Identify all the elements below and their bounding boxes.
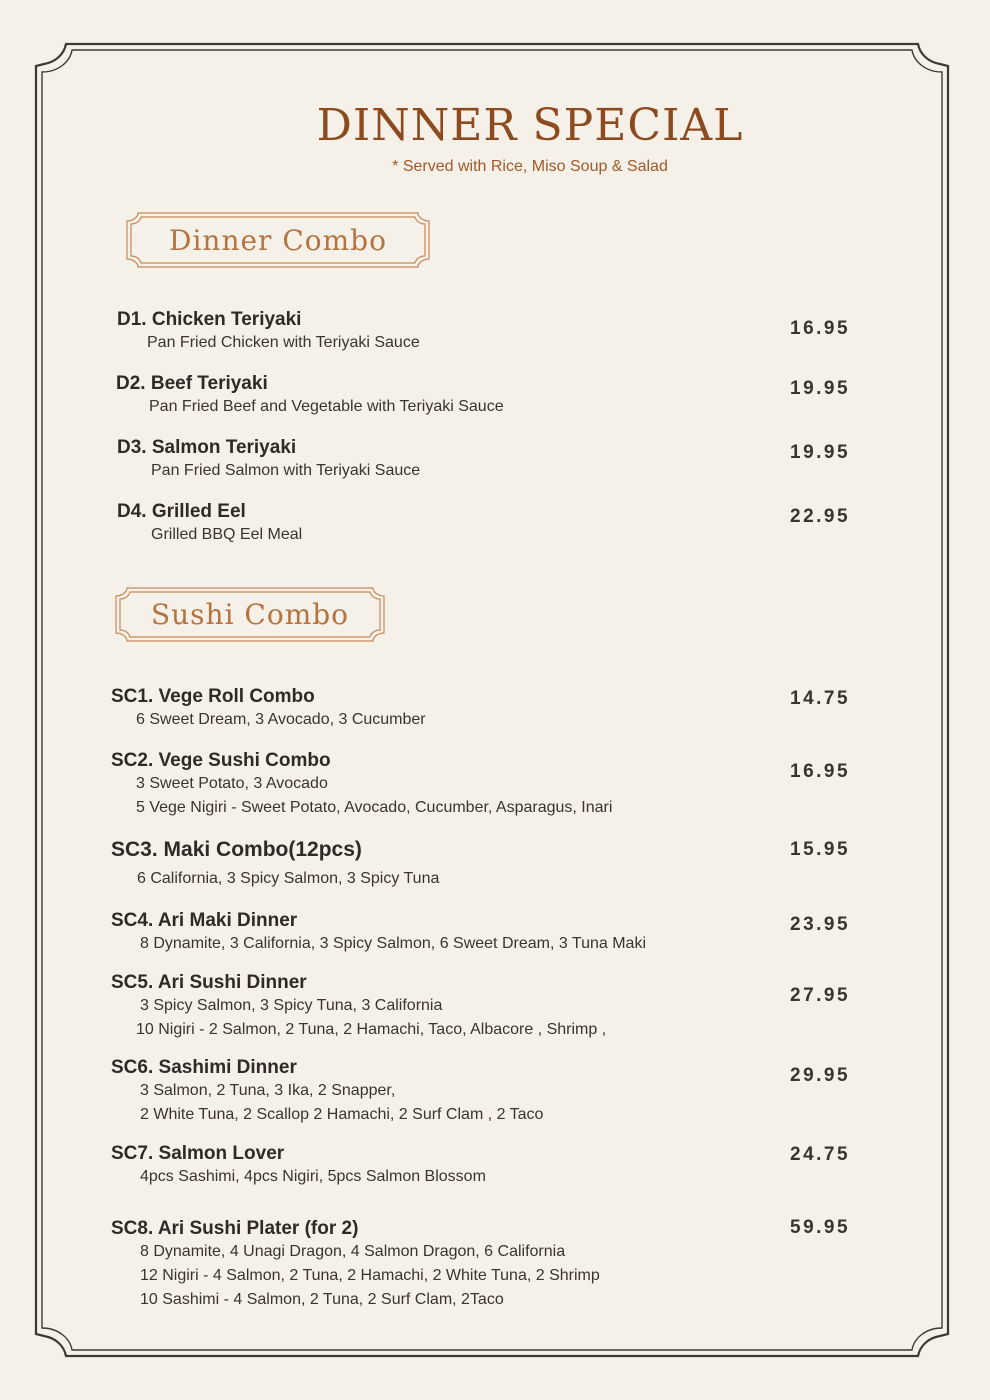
item-name: D4. Grilled Eel [117, 501, 246, 522]
item-description: Pan Fried Salmon with Teriyaki Sauce [151, 462, 421, 479]
item-price-d2: 19.95 [790, 378, 851, 399]
item-price-sc4: 23.95 [790, 914, 851, 935]
menu-item-sc7 [111, 1143, 486, 1189]
item-price-sc1: 14.75 [790, 688, 851, 709]
item-name: SC4. Ari Maki Dinner [111, 910, 298, 931]
item-name: SC1. Vege Roll Combo [111, 686, 315, 707]
item-name: SC3. Maki Combo(12pcs) [111, 838, 362, 861]
item-description: Grilled BBQ Eel Meal [151, 526, 303, 543]
sushi-combo-header [115, 587, 385, 642]
item-description: 8 Dynamite, 4 Unagi Dragon, 4 Salmon Dragon, 6 California [140, 1243, 566, 1260]
item-description: 5 Vege Nigiri - Sweet Potato, Avocado, Cucumber, Asparagus, Inari [136, 799, 613, 816]
item-description: Pan Fried Beef and Vegetable with Teriyaki Sauce [149, 398, 504, 415]
item-price-sc2: 16.95 [790, 761, 851, 782]
section-title-sushi-combo: Sushi Combo [150, 598, 350, 631]
item-description: 3 Spicy Salmon, 3 Spicy Tuna, 3 California [140, 997, 443, 1014]
section-title-dinner-combo: Dinner Combo [169, 223, 387, 257]
item-description: 10 Sashimi - 4 Salmon, 2 Tuna, 2 Surf Clam, 2Taco [140, 1291, 504, 1308]
item-name: SC6. Sashimi Dinner [111, 1057, 297, 1078]
item-price-sc5: 27.95 [790, 985, 851, 1006]
item-name: D2. Beef Teriyaki [116, 373, 268, 394]
item-description: Pan Fried Chicken with Teriyaki Sauce [147, 334, 420, 351]
item-name: D3. Salmon Teriyaki [117, 437, 297, 458]
item-description: 12 Nigiri - 4 Salmon, 2 Tuna, 2 Hamachi, 2 White Tuna, 2 Shrimp [140, 1267, 600, 1284]
item-name: SC2. Vege Sushi Combo [111, 750, 331, 771]
item-description: 8 Dynamite, 3 California, 3 Spicy Salmon, 6 Sweet Dream, 3 Tuna Maki [140, 935, 646, 952]
item-price-d3: 19.95 [790, 442, 851, 463]
item-description: 2 White Tuna, 2 Scallop 2 Hamachi, 2 Surf Clam , 2 Taco [140, 1106, 544, 1123]
menu-item-sc3 [111, 838, 439, 891]
item-price-sc8: 59.95 [790, 1217, 851, 1238]
menu-item-sc5 [111, 972, 606, 1042]
item-description: 10 Nigiri - 2 Salmon, 2 Tuna, 2 Hamachi, Taco, Albacore , Shrimp , [136, 1021, 607, 1038]
item-name: D1. Chicken Teriyaki [117, 309, 302, 330]
menu-item-d3 [117, 437, 420, 483]
item-price-sc3: 15.95 [790, 839, 851, 860]
dinner-combo-header [126, 212, 430, 268]
item-price-sc7: 24.75 [790, 1144, 851, 1165]
item-name: SC8. Ari Sushi Plater (for 2) [111, 1218, 359, 1239]
menu-title: DINNER SPECIAL [316, 100, 744, 151]
item-price-d4: 22.95 [790, 506, 851, 527]
menu-item-sc1 [111, 686, 426, 732]
menu-item-d2 [116, 373, 504, 419]
item-name: SC5. Ari Sushi Dinner [111, 972, 307, 993]
menu-item-d1 [117, 309, 420, 355]
item-description: 3 Sweet Potato, 3 Avocado [136, 775, 328, 792]
menu-subtitle: * Served with Rice, Miso Soup & Salad [392, 158, 668, 175]
item-description: 6 California, 3 Spicy Salmon, 3 Spicy Tuna [137, 870, 440, 887]
item-description: 6 Sweet Dream, 3 Avocado, 3 Cucumber [136, 711, 426, 728]
menu-item-d4 [117, 501, 302, 547]
menu-item-sc8 [111, 1218, 600, 1312]
item-price-sc6: 29.95 [790, 1065, 851, 1086]
item-price-d1: 16.95 [790, 318, 851, 339]
menu-item-sc6 [111, 1057, 543, 1127]
item-description: 3 Salmon, 2 Tuna, 3 Ika, 2 Snapper, [140, 1082, 396, 1099]
item-description: 4pcs Sashimi, 4pcs Nigiri, 5pcs Salmon Blossom [140, 1168, 486, 1185]
menu-item-sc4 [111, 910, 646, 956]
item-name: SC7. Salmon Lover [111, 1143, 285, 1164]
menu-item-sc2 [111, 750, 612, 820]
